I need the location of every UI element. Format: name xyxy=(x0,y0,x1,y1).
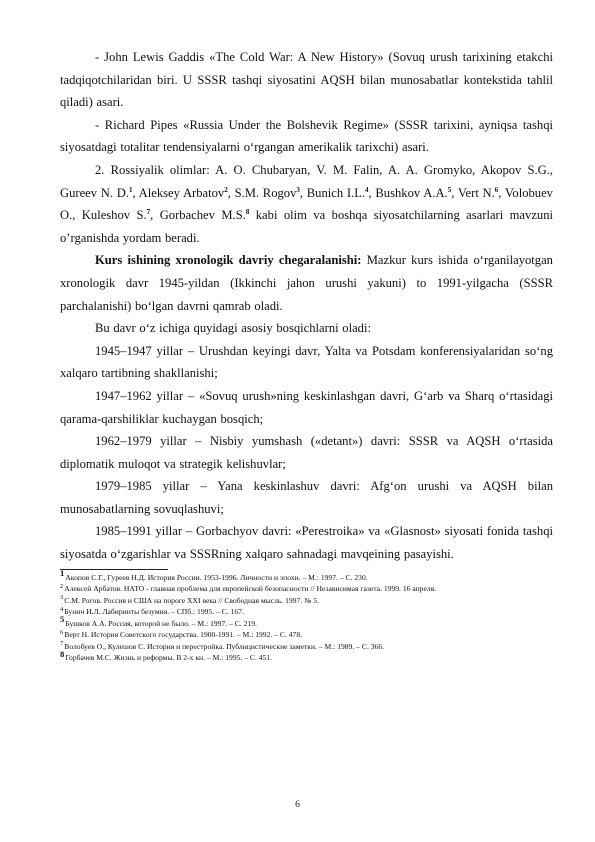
footnote-number: 8 xyxy=(60,648,65,659)
scholars-text: , S.M. Rogov xyxy=(227,185,297,200)
footnote-number: 7 xyxy=(60,640,64,648)
stage-1947-1962: 1947–1962 yillar – «Sovuq urush»ning keskinlashgan davri, G‘arb va Sharq o‘rtasidagi qarama-qarshiliklar kuchaygan bosqich; xyxy=(60,388,553,426)
footnote-ref-2[interactable]: 2 xyxy=(224,185,228,194)
stage-1979-1985: 1979–1985 yillar – Yana keskinlashuv davri: Afg‘on urushi va AQSH bilan munosabatlarning sovuqlashuvi; xyxy=(60,479,553,516)
page-number: 6 xyxy=(295,800,300,810)
paragraph-gaddis: - John Lewis Gaddis «The Cold War: A New History» (Sovuq urush tarixining etakchi tadqiqotchilaridan biri. U SSSR tashqi siyosatini AQSH bilan munosabatlar kontekstida tahlil qiladi) asari. xyxy=(60,50,553,110)
footnote-text: С.М. Рогов. Россия и США на пороге XXI века // Свободная мысль. 1997. № 5. xyxy=(64,595,319,605)
paragraph-pipes: - Richard Pipes «Russia Under the Bolshevik Regime» (SSSR tarixini, ayniqsa tashqi siyosatdagi totalitar tendensiyalarni o‘rgangan amerikalik tarixchi) asari. xyxy=(60,117,553,155)
footnote-text: Горбачев М.С. Жизнь и реформы. В 2-х кн. – М.: 1995. – С. 451. xyxy=(65,653,273,663)
stage-1962-1979: 1962–1979 yillar – Nisbiy yumshash («detant») davri: SSSR va AQSH o‘rtasida diplomatik muloqot va strategik kelishuvlar; xyxy=(60,434,553,471)
footnote-ref-1[interactable]: 1 xyxy=(128,185,133,194)
stage-1945-1947: 1945–1947 yillar – Urushdan keyingi davr, Yalta va Potsdam konferensiyalaridan so‘ng xalqaro tartibning shakllanishi; xyxy=(60,343,553,381)
footnote-text: Бунич И.Л. Лабиринты безумия. – СПб.: 1995. – С. 167. xyxy=(64,607,244,617)
footnote-ref-8[interactable]: 8 xyxy=(245,207,250,216)
stage-1985-1991: 1985–1991 yillar – Gorbachyov davri: «Perestroika» va «Glasnost» siyosati fonida tashqi siyosatda o‘zgarishlar va SSSRning xalqaro sahnadagi mavqeining pasayishi. xyxy=(60,524,553,562)
scholars-text: , Bushkov A.A. xyxy=(368,185,448,200)
footnote-ref-5[interactable]: 5 xyxy=(447,185,452,194)
stages-intro: Bu davr o‘z ichiga quyidagi asosiy bosqichlarni oladi: xyxy=(95,321,371,336)
footnote-4 xyxy=(60,606,553,618)
footnote-5 xyxy=(60,614,553,630)
footnote-7 xyxy=(60,641,553,653)
footnote-number: 5 xyxy=(60,614,65,625)
footnote-6 xyxy=(60,629,553,641)
footnote-text: Верт Н. История Советского государства. 1900-1991. – М.: 1992. – С. 478. xyxy=(64,630,303,640)
footnote-number: 3 xyxy=(60,594,64,602)
scholars-text: , Aleksey Arbatov xyxy=(132,185,225,200)
footnote-text: Алексей Арбатов. НАТО - главная проблема для европейской безопасности // Независимая газета. 1999. 16 апреля. xyxy=(64,584,437,594)
footnotes xyxy=(60,568,553,664)
scholars-text: , Vert N. xyxy=(451,185,495,200)
footnote-text: Волобуев О., Кулешов С. История и перестройка. Публицистические заметки. – М.: 1989. – С. 366. xyxy=(64,641,385,651)
footnote-ref-3[interactable]: 3 xyxy=(296,185,300,194)
document-body xyxy=(60,46,553,664)
paragraph-chronology xyxy=(60,249,553,317)
footnote-number: 4 xyxy=(60,605,64,613)
footnote-divider xyxy=(60,569,168,570)
chronology-text: Mazkur kurs ishida o‘rganilayotgan xronologik davr 1945-yildan (Ikkinchi jahon urushi yakuni) to 1991-yilgacha (SSSR parchalanishi) bo‘lgan davrni qamrab oladi. xyxy=(60,253,553,313)
footnote-number: 6 xyxy=(60,628,64,636)
footnote-text: Бушков А.А. Россия, которой не было. – М.: 1997. – С. 219. xyxy=(65,618,257,628)
footnote-number: 1 xyxy=(60,568,65,579)
footnote-3 xyxy=(60,595,553,607)
scholars-text: , Gorbachev M.S. xyxy=(150,208,246,223)
chronology-heading: Kurs ishining xronologik davriy chegaralanishi: xyxy=(95,253,362,268)
scholars-text: kabi olim va boshqa siyosatchilarning asarlari mavzuni o’rganishda yordam beradi. xyxy=(60,208,553,245)
scholars-text: 2. Rossiyalik olimlar: A. O. Chubaryan, V. M. Falin, A. A. Gromyko, Akopov S.G., Gureev N. D. xyxy=(60,162,553,200)
paragraph-russian-scholars xyxy=(60,159,553,249)
scholars-text: , Bunich I.L. xyxy=(299,185,366,200)
footnote-1 xyxy=(60,568,553,584)
footnote-2 xyxy=(60,583,553,595)
footnote-text: Акопов С.Г., Гуреев Н.Д. История России. 1953-1996. Личности и эпохи. – М.: 1997. – С. 230. xyxy=(65,572,368,582)
footnote-ref-6[interactable]: 6 xyxy=(494,185,499,194)
footnote-8 xyxy=(60,648,553,664)
scholars-text: , Volobuev O., Kuleshov S. xyxy=(60,185,553,223)
footnote-number: 2 xyxy=(60,582,64,590)
footnote-ref-4[interactable]: 4 xyxy=(365,185,369,194)
footnote-ref-7[interactable]: 7 xyxy=(146,207,151,216)
